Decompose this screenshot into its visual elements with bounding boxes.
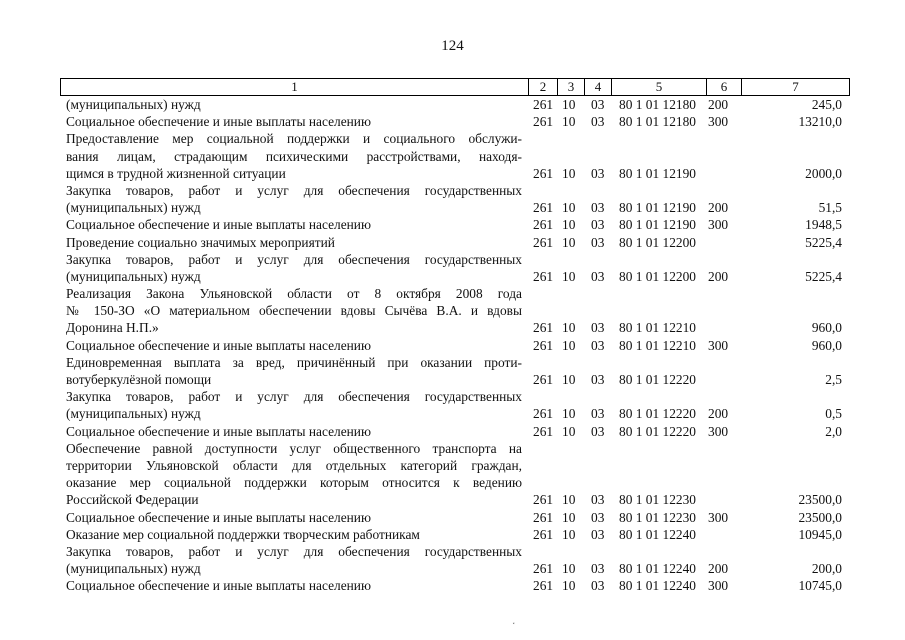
row-description: Закупка товаров, работ и услуг для обеспечения государственных	[66, 182, 522, 198]
row-code-expense-type: 200	[708, 97, 729, 112]
row-code-subsection: 03	[591, 423, 605, 439]
row-code-target: 80 1 01 12190	[619, 217, 696, 233]
row-code-subsection: 03	[591, 526, 605, 542]
row-description: (муниципальных) нужд	[66, 268, 201, 284]
table-row	[60, 268, 850, 285]
row-code-ministry: 261	[533, 320, 554, 336]
row-code-section: 10	[562, 165, 576, 181]
table-row	[60, 337, 850, 354]
row-code-subsection: 03	[591, 561, 605, 577]
row-amount: 1948,5	[805, 217, 842, 233]
row-code-subsection: 03	[591, 492, 605, 508]
header-col-7: 7	[741, 79, 849, 95]
row-code-subsection: 03	[591, 268, 605, 284]
row-code-section: 10	[562, 406, 576, 422]
table-row	[60, 405, 850, 422]
row-code-ministry: 261	[533, 406, 554, 422]
row-code-section: 10	[562, 578, 576, 594]
row-description: Социальное обеспечение и иные выплаты населению	[66, 114, 371, 130]
table-row	[60, 216, 850, 233]
row-code-section: 10	[562, 337, 576, 353]
row-code-target: 80 1 01 12210	[619, 337, 696, 353]
row-code-expense-type: 300	[708, 423, 729, 439]
row-amount: 2,5	[825, 372, 842, 387]
table-row	[60, 577, 850, 594]
table-row	[60, 285, 850, 302]
row-description: территории Ульяновской области для отдельных категорий граждан,	[66, 457, 522, 473]
row-code-subsection: 03	[591, 200, 605, 216]
row-amount: 51,5	[818, 200, 842, 216]
row-amount: 245,0	[811, 97, 842, 112]
header-col-6: 6	[706, 79, 741, 95]
row-code-subsection: 03	[591, 114, 605, 130]
row-code-subsection: 03	[591, 97, 605, 112]
table-row	[60, 251, 850, 268]
table-row	[60, 148, 850, 165]
row-description: Обеспечение равной доступности услуг общественного транспорта на	[66, 440, 522, 456]
row-code-section: 10	[562, 114, 576, 130]
row-code-target: 80 1 01 12180	[619, 114, 696, 130]
table-row	[60, 199, 850, 216]
row-code-target: 80 1 01 12190	[619, 200, 696, 216]
row-code-subsection: 03	[591, 217, 605, 233]
row-amount: 5225,4	[805, 268, 842, 284]
table-row	[60, 526, 850, 543]
row-amount: 2,0	[825, 423, 842, 439]
row-code-target: 80 1 01 12210	[619, 320, 696, 336]
table-row	[60, 319, 850, 336]
row-description: (муниципальных) нужд	[66, 97, 201, 112]
row-code-target: 80 1 01 12220	[619, 372, 696, 387]
row-code-target: 80 1 01 12180	[619, 97, 696, 112]
row-code-section: 10	[562, 320, 576, 336]
row-code-target: 80 1 01 12220	[619, 406, 696, 422]
row-code-target: 80 1 01 12200	[619, 268, 696, 284]
table-row	[60, 96, 850, 113]
row-amount: 200,0	[811, 561, 842, 577]
row-code-section: 10	[562, 372, 576, 387]
row-description: Социальное обеспечение и иные выплаты населению	[66, 578, 371, 594]
row-description: вания лицам, страдающим психическими расстройствами, находя-	[66, 148, 522, 164]
row-code-subsection: 03	[591, 406, 605, 422]
row-code-expense-type: 200	[708, 268, 729, 284]
row-description: Закупка товаров, работ и услуг для обеспечения государственных	[66, 251, 522, 267]
row-code-ministry: 261	[533, 217, 554, 233]
row-code-section: 10	[562, 526, 576, 542]
row-description: (муниципальных) нужд	[66, 561, 201, 577]
row-code-subsection: 03	[591, 509, 605, 525]
table-row	[60, 182, 850, 199]
row-description: Предоставление мер социальной поддержки и социального обслужи-	[66, 131, 522, 147]
row-code-section: 10	[562, 509, 576, 525]
row-description: Социальное обеспечение и иные выплаты населению	[66, 423, 371, 439]
table-row	[60, 474, 850, 491]
row-code-subsection: 03	[591, 234, 605, 250]
row-code-target: 80 1 01 12240	[619, 526, 696, 542]
row-code-target: 80 1 01 12200	[619, 234, 696, 250]
header-col-4: 4	[584, 79, 611, 95]
row-code-ministry: 261	[533, 492, 554, 508]
row-code-section: 10	[562, 268, 576, 284]
table-header	[60, 78, 850, 96]
row-code-ministry: 261	[533, 561, 554, 577]
row-code-target: 80 1 01 12230	[619, 492, 696, 508]
row-description: Социальное обеспечение и иные выплаты населению	[66, 509, 371, 525]
row-code-expense-type: 200	[708, 200, 729, 216]
row-code-subsection: 03	[591, 165, 605, 181]
table-row	[60, 509, 850, 526]
row-code-ministry: 261	[533, 337, 554, 353]
row-code-expense-type: 200	[708, 561, 729, 577]
table-row	[60, 423, 850, 440]
table-row	[60, 457, 850, 474]
table-body	[60, 96, 850, 594]
table-row	[60, 491, 850, 508]
budget-table	[60, 78, 850, 594]
row-code-target: 80 1 01 12230	[619, 509, 696, 525]
row-code-expense-type: 300	[708, 509, 729, 525]
table-row	[60, 543, 850, 560]
row-amount: 13210,0	[798, 114, 842, 130]
row-amount: 2000,0	[805, 165, 842, 181]
row-description: (муниципальных) нужд	[66, 406, 201, 422]
row-code-expense-type: 300	[708, 114, 729, 130]
table-row	[60, 388, 850, 405]
row-description: Закупка товаров, работ и услуг для обеспечения государственных	[66, 389, 522, 405]
row-description: Социальное обеспечение и иные выплаты населению	[66, 337, 371, 353]
row-code-subsection: 03	[591, 578, 605, 594]
row-code-expense-type: 300	[708, 578, 729, 594]
row-code-section: 10	[562, 234, 576, 250]
row-code-ministry: 261	[533, 526, 554, 542]
row-code-ministry: 261	[533, 234, 554, 250]
row-code-target: 80 1 01 12240	[619, 561, 696, 577]
table-row	[60, 234, 850, 251]
row-description: Доронина Н.П.»	[66, 320, 159, 336]
row-code-subsection: 03	[591, 372, 605, 387]
row-amount: 0,5	[825, 406, 842, 422]
row-description: Закупка товаров, работ и услуг для обеспечения государственных	[66, 543, 522, 559]
row-code-ministry: 261	[533, 165, 554, 181]
table-row	[60, 560, 850, 577]
row-amount: 10945,0	[798, 526, 842, 542]
row-description: Единовременная выплата за вред, причинённый при оказании проти-	[66, 354, 522, 370]
row-code-ministry: 261	[533, 423, 554, 439]
table-row	[60, 130, 850, 147]
header-col-1: 1	[291, 79, 298, 94]
row-amount: 23500,0	[798, 509, 842, 525]
row-code-expense-type: 200	[708, 406, 729, 422]
header-col-3: 3	[557, 79, 584, 95]
row-description: оказание мер социальной поддержки которым относится к ведению	[66, 475, 522, 491]
row-code-subsection: 03	[591, 320, 605, 336]
row-code-ministry: 261	[533, 578, 554, 594]
row-code-target: 80 1 01 12220	[619, 423, 696, 439]
page-number: 124	[441, 38, 464, 54]
header-col-2: 2	[528, 79, 557, 95]
row-code-target: 80 1 01 12240	[619, 578, 696, 594]
row-description: Реализация Закона Ульяновской области от 8 октября 2008 года	[66, 286, 522, 302]
row-description: Проведение социально значимых мероприятий	[66, 234, 335, 250]
row-code-subsection: 03	[591, 337, 605, 353]
table-row	[60, 113, 850, 130]
row-code-section: 10	[562, 561, 576, 577]
row-description: Оказание мер социальной поддержки творческим работникам	[66, 526, 420, 542]
row-code-ministry: 261	[533, 509, 554, 525]
row-code-expense-type: 300	[708, 337, 729, 353]
row-description: (муниципальных) нужд	[66, 200, 201, 216]
table-row	[60, 302, 850, 319]
row-code-section: 10	[562, 217, 576, 233]
scan-speck: ⸼	[513, 614, 516, 624]
row-code-target: 80 1 01 12190	[619, 165, 696, 181]
row-code-ministry: 261	[533, 97, 554, 112]
table-row	[60, 440, 850, 457]
row-amount: 10745,0	[798, 578, 842, 594]
table-row	[60, 165, 850, 182]
row-description: щимся в трудной жизненной ситуации	[66, 165, 286, 181]
table-row	[60, 371, 850, 388]
row-code-ministry: 261	[533, 114, 554, 130]
row-amount: 960,0	[811, 320, 842, 336]
table-row	[60, 354, 850, 371]
row-code-expense-type: 300	[708, 217, 729, 233]
row-description: Социальное обеспечение и иные выплаты населению	[66, 217, 371, 233]
row-code-ministry: 261	[533, 268, 554, 284]
row-code-section: 10	[562, 97, 576, 112]
row-code-section: 10	[562, 200, 576, 216]
row-amount: 960,0	[811, 337, 842, 353]
row-description: Российской Федерации	[66, 492, 199, 508]
row-code-ministry: 261	[533, 372, 554, 387]
row-description: вотуберкулёзной помощи	[66, 372, 212, 387]
row-code-section: 10	[562, 492, 576, 508]
row-description: № 150-ЗО «О материальном обеспечении вдовы Сычёва В.А. и вдовы	[66, 303, 522, 319]
row-amount: 5225,4	[805, 234, 842, 250]
row-code-section: 10	[562, 423, 576, 439]
row-code-ministry: 261	[533, 200, 554, 216]
header-col-5: 5	[611, 79, 706, 95]
row-amount: 23500,0	[798, 492, 842, 508]
